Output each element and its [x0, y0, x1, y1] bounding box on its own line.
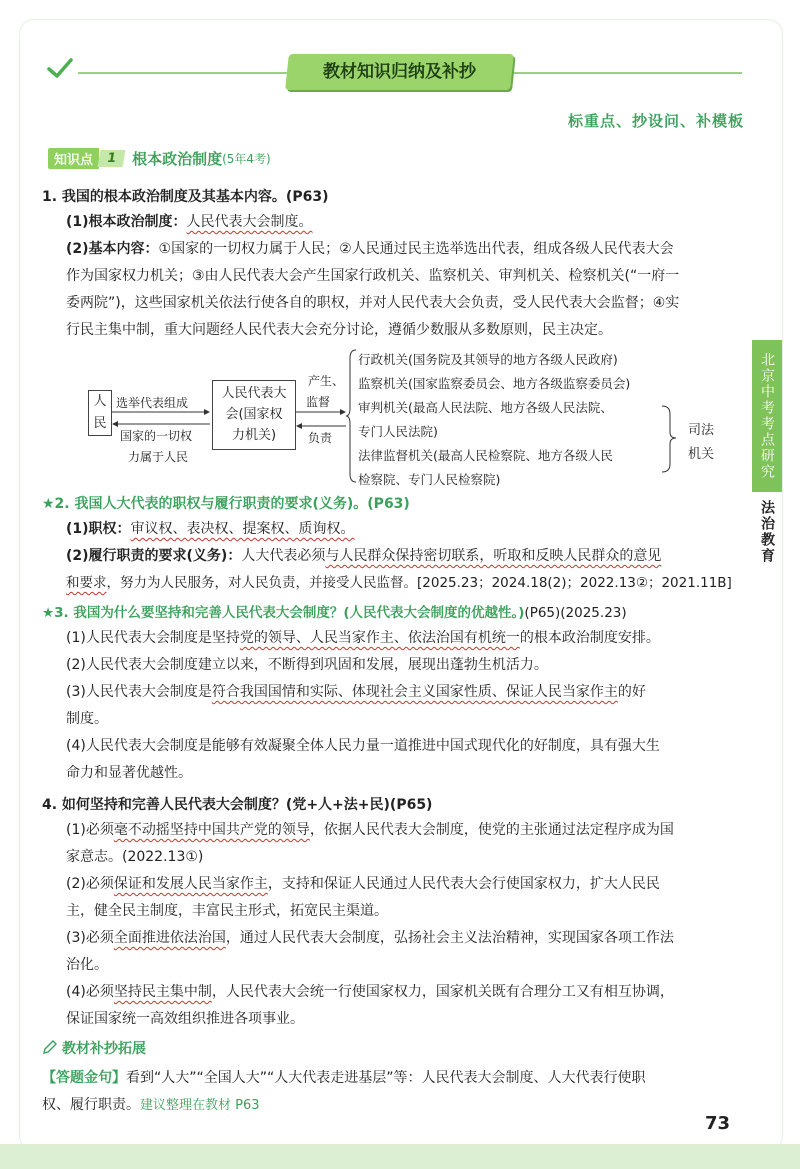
side-subject: 法治教育 [759, 500, 775, 564]
q4-a1-a: (1)必须 [66, 822, 114, 838]
knowledge-point-tag [48, 147, 271, 169]
extension-text-2: 权、履行职责。 [42, 1097, 140, 1113]
extension-hint: 建议整理在教材 P63 [140, 1098, 260, 1113]
q3-title [42, 601, 627, 621]
q1-a1-label: (1)根本政治制度： [66, 214, 187, 230]
q4-a2-c: ，支持和保证人民通过人民代表大会行使国家权力，扩大人民民 [267, 876, 660, 892]
people-box [88, 390, 112, 436]
q1-answer-1 [66, 209, 742, 236]
q2-a1-label: (1)职权： [66, 521, 131, 537]
q1-a1-text: 人民代表大会制度。 [186, 214, 313, 230]
q2-a2-line1-a: 人大代表必须 [241, 548, 326, 564]
q3-a1-c: 的根本政治制度安排。 [519, 630, 660, 646]
q4-answer-1 [66, 817, 742, 844]
q4-answer-2 [66, 871, 742, 898]
q4-a3-a: (3)必须 [66, 930, 114, 946]
q2-answer-2-cont [66, 570, 742, 597]
q3-answer-2: (2)人民代表大会制度建立以来，不断得到巩固和发展，展现出蓬勃生机活力。 [66, 657, 548, 673]
q4-a3-c: ，通过人民代表大会制度，弘扬社会主义法治精神，实现国家各项工作法 [225, 930, 674, 946]
organ-2: 监察机关(国家监察委员会、地方各级监察委员会) [358, 376, 631, 391]
q4-a1-c: ，依据人民代表大会制度，使党的主张通过法定程序成为国 [309, 822, 674, 838]
extension-title [42, 1038, 146, 1058]
responsible-label: 负责 [308, 431, 333, 445]
q4-answer-2-cont: 主，健全民主制度，丰富民主形式，拓宽民主渠道。 [66, 903, 388, 919]
npc-line3: 力机关) [231, 428, 277, 443]
organ-3: 审判机关(最高人民法院、地方各级人民法院、 [358, 400, 613, 415]
q3-answer-1 [66, 625, 742, 652]
q1-a2-label: (2)基本内容： [66, 241, 159, 257]
npc-box [212, 380, 296, 450]
kp-title: 根本政治制度 [132, 149, 223, 168]
power-belongs-1: 国家的一切权 [120, 429, 193, 443]
npc-line1: 人民代表大 [221, 386, 287, 401]
q3-answer-3 [66, 679, 742, 706]
kp-meta: (5年4考) [222, 151, 271, 166]
q2-a2-line1-b: 与人民群众保持密切联系，听取和反映人民群众的意见 [325, 548, 662, 564]
q4-answer-4 [66, 979, 742, 1006]
page-title: 教材知识归纳及补抄 [323, 62, 476, 82]
side-tab: 北京中考考点研究 [752, 340, 782, 492]
q4-title: 4. 如何坚持和完善人民代表大会制度？(党+人+法+民)(P65) [42, 797, 433, 813]
q3-a3-b: 符合我国国情和实际、体现社会主义国家性质、保证人民当家作主 [211, 684, 618, 700]
q4-a1-b: 毫不动摇坚持中国共产党的领导 [113, 822, 310, 838]
q1-answer-2 [66, 236, 742, 263]
q3-a3-a: (3)人民代表大会制度是 [66, 684, 212, 700]
judicial-2: 机关 [688, 447, 715, 462]
q4-a2-b: 保证和发展人民当家作主 [113, 876, 268, 892]
elect-label: 选举代表组成 [116, 396, 189, 410]
kp-number: 1 [98, 150, 126, 167]
q2-a1-text: 审议权、表决权、提案权、质询权。 [130, 521, 355, 537]
organ-4: 专门人民法院) [358, 424, 438, 439]
q2-a2-label: (2)履行职责的要求(义务)： [66, 548, 242, 564]
q3-answer-3-cont: 制度。 [66, 711, 108, 727]
q3-a1-b: 党的领导、人民当家作主、依法治国有机统一 [239, 630, 520, 646]
page-number: 73 [704, 1113, 730, 1134]
q3-answer-4-cont: 命力和显著优越性。 [66, 765, 192, 781]
q1-a2-line2: 作为国家权力机关；③由人民代表大会产生国家行政机关、监察机关、审判机关、检察机关(“一府一 [66, 268, 680, 284]
q2-answer-1 [66, 516, 742, 543]
pencil-icon [42, 1039, 58, 1055]
q3-title-ref: (P65)(2025.23) [524, 605, 627, 621]
organ-6: 检察院、专门人民检察院) [358, 472, 501, 487]
checkmark-icon [46, 56, 74, 80]
q1-a2-line4: 行民主集中制，重大问题经人民代表大会充分讨论，遵循少数服从多数原则，民主决定。 [66, 322, 612, 338]
judicial-brace [660, 404, 682, 474]
extension-title-text: 教材补抄拓展 [62, 1041, 146, 1057]
produce-label: 产生、 [308, 374, 345, 388]
bottom-band [0, 1144, 800, 1169]
power-belongs-2: 力属于人民 [128, 450, 189, 464]
q4-a4-c: ，人民代表大会统一行使国家权力，国家机关既有合理分工又有相互协调， [211, 984, 674, 1000]
q4-a4-a: (4)必须 [66, 984, 114, 1000]
q3-answer-4: (4)人民代表大会制度是能够有效凝聚全体人民力量一道推进中国式现代化的好制度，具有强大生 [66, 738, 660, 754]
extension-text-1: 看到“人大”“全国人大”“人大代表走进基层”等：人民代表大会制度、人大代表行使职 [126, 1070, 646, 1086]
extension-line1 [42, 1065, 742, 1092]
q1-a2-line1: ①国家的一切权力属于人民；②人民通过民主选举选出代表，组成各级人民代表大会 [158, 241, 674, 257]
organ-1: 行政机关(国务院及其领导的地方各级人民政府) [358, 352, 618, 367]
q1-title: 1. 我国的根本政治制度及其基本内容。(P63) [42, 189, 329, 205]
q3-a3-c: 的好 [617, 684, 646, 700]
supervise-label: 监督 [306, 395, 331, 409]
npc-line2: 会(国家权 [225, 407, 283, 422]
q3-title-text: ★3. 我国为什么要坚持和完善人民代表大会制度？(人民代表大会制度的优越性。) [42, 605, 525, 621]
organ-5: 法律监督机关(最高人民检察院、地方各级人民 [358, 448, 613, 463]
q2-title: ★2. 我国人大代表的职权与履行职责的要求(义务)。(P63) [42, 496, 410, 512]
q4-a3-b: 全面推进依法治国 [113, 930, 226, 946]
q4-answer-4-cont: 保证国家统一高效组织推进各项事业。 [66, 1011, 304, 1027]
extension-tag: 【答题金句】 [42, 1070, 126, 1086]
q3-a1-a: (1)人民代表大会制度是坚持 [66, 630, 240, 646]
q4-answer-3 [66, 925, 742, 952]
kp-label: 知识点 [48, 148, 99, 169]
q2-a2-line2-a: 和要求 [66, 575, 107, 591]
q4-answer-3-cont: 治化。 [66, 957, 108, 973]
organs-brace [346, 348, 358, 484]
q4-a2-a: (2)必须 [66, 876, 114, 892]
q4-a4-b: 坚持民主集中制 [113, 984, 212, 1000]
judicial-1: 司法 [688, 423, 715, 438]
q4-answer-1-cont: 家意志。(2022.13①) [66, 849, 204, 865]
people-label: 人民 [93, 394, 107, 431]
page-subtitle: 标重点、抄设问、补模板 [567, 112, 744, 130]
q2-answer-2 [66, 543, 742, 570]
extension-line2 [42, 1092, 742, 1119]
q2-a2-line2-b: ，努力为人民服务，对人民负责，并接受人民监督。[2025.23；2024.18(2)；2022.13②；2021.11B] [106, 575, 732, 591]
q1-a2-line3: 委两院”)，这些国家机关依法行使各自的职权，并对人民代表大会负责，受人民代表大会监督；④实 [66, 295, 680, 311]
